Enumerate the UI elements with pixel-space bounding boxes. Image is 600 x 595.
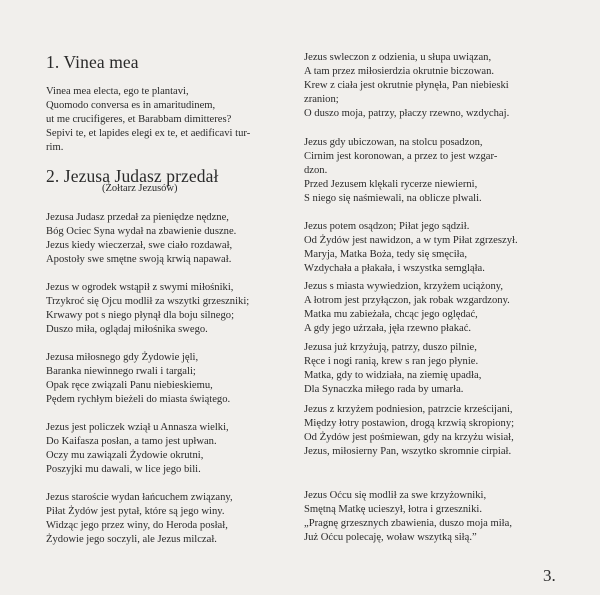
stanza [304,220,518,276]
verse-line: Smętną Matkę ucieszył, łotra i grzeszniki. [304,504,482,515]
verse-line: „Pragnę grzesznych zbawienia, duszo moja miła, [304,518,512,529]
verse-line: Już Oćcu polecaję, woław wszytką siłą.” [304,532,477,543]
verse-line: Jezus Oćcu się modlił za swe krzyżowniki, [304,490,487,501]
verse-line: Jezus staroście wydan łańcuchem związany, [46,492,233,503]
verse-line: Cirnim jest koronowan, a przez to jest wzgar- [304,151,498,162]
stanza [304,136,497,206]
verse-line: rim. [46,142,64,153]
section-heading: 2. Jezusa Judasz przedał [46,166,219,186]
verse-line: Matka mu zabieżała, chcąc jego oględać, [304,309,478,320]
verse-line: Jezus z krzyżem podniesion, patrzcie krześcijani, [304,404,513,415]
verse-line: A gdy jego uźrzała, jęła rzewno płakać. [304,323,472,334]
stanza [46,491,233,547]
stanza [46,85,250,155]
verse-line: Duszo miła, oglądaj miłośnika swego. [46,324,208,335]
stanza [304,280,510,336]
verse-line: Jezus swleczon z odzienia, u słupa uwiązan, [304,52,492,63]
stanza [46,421,229,477]
section-heading: 1. Vinea mea [46,52,139,72]
verse-line: Jezus jest policzek wziął u Annasza wielki, [46,422,229,433]
section-subtitle: (Żołtarz Jezusów) [102,183,178,194]
verse-line: Baranka niewinnego rwali i targali; [46,366,196,377]
verse-line: Jezus kiedy wieczerzał, swe ciało rozdawał, [46,240,233,251]
verse-line: Trzykroć się Ojcu modlił za wszytki grzeszniki; [46,296,250,307]
verse-line: S niego się naśmiewali, na oblicze plwali. [304,193,482,204]
verse-line: Jezus gdy ubiczowan, na stolcu posadzon, [304,137,483,148]
verse-line: Ręce i nogi ranią, krew s ran jego płynie. [304,356,479,367]
verse-line: Jezus, miłosierny Pan, wszytko skromnie cirpiał. [304,446,512,457]
verse-line: Jezus s miasta wywiedzion, krzyżem uciążony, [304,281,504,292]
verse-line: Od Żydów jest pośmiewan, gdy na krzyżu wisiał, [304,432,514,443]
verse-line: Quomodo conversa es in amaritudinem, [46,100,216,111]
verse-line: ut me crucifigeres, et Barabbam dimitteres? [46,114,232,125]
stanza [304,341,481,397]
verse-line: Między łotry postawion, drogą krzwią skropiony; [304,418,515,429]
verse-line: Opak ręce związali Panu niebieskiemu, [46,380,213,391]
verse-line: Oczy mu zawiązali Żydowie okrutni, [46,450,204,461]
verse-line: A tam przez miłosierdzia okrutnie biczowan. [304,66,495,77]
verse-line: dzon. [304,165,328,176]
verse-line: Piłat Żydów jest pytał, które są jego winy. [46,506,225,517]
verse-line: Dla Synaczka miłego rada by umarła. [304,384,464,395]
stanza [304,403,514,459]
verse-line: zranion; [304,94,339,105]
verse-line: Krew z ciała jest okrutnie płynęła, Pan niebieski [304,80,509,91]
verse-line: Apostoły swe smętne swoją krwią napawał. [46,254,232,265]
verse-line: A łotrom jest przyłączon, jak robak wzgardzony. [304,295,510,306]
page-number: 3. [543,566,556,585]
verse-line: Poszyjki mu dawali, w lice jego bili. [46,464,201,475]
verse-line: Bóg Ociec Syna wydał na zbawienie duszne. [46,226,237,237]
verse-line: Jezusa już krzyżują, patrzy, duszo pilnie, [304,342,477,353]
verse-line: Wzdychała a płakała, i wszystka semgląła. [304,263,485,274]
verse-line: Jezusa miłosnego gdy Żydowie jęli, [46,352,199,363]
verse-line: Jezusa Judasz przedał za pieniędze nędzne, [46,212,229,223]
verse-line: Od Żydów jest nawidzon, a w tym Piłat zgrzeszył. [304,235,518,246]
verse-line: Matka, gdy to widziała, na ziemię upadła, [304,370,482,381]
verse-line: Jezus w ogrodek wstąpił z swymi miłośniki, [46,282,234,293]
verse-line: O duszo moja, patrzy, płaczy rzewno, wzdychaj. [304,108,510,119]
verse-line: Widząc jego przez winy, do Heroda posłał, [46,520,228,531]
verse-line: Jezus potem osądzon; Piłat jego sądził. [304,221,470,232]
verse-line: Vinea mea electa, ego te plantavi, [46,86,189,97]
verse-line: Maryja, Matka Boża, tedy się smęciła, [304,249,467,260]
stanza [304,51,509,121]
stanza [304,489,512,545]
stanza [46,211,236,267]
verse-line: Do Kaifasza posłan, a tamo jest upłwan. [46,436,217,447]
verse-line: Krwawy pot s niego płynął dla boju silnego; [46,310,235,321]
verse-line: Sepivi te, et lapides elegi ex te, et aedificavi tur- [46,128,251,139]
verse-line: Pędem rychłym bieżeli do miasta świątego. [46,394,231,405]
stanza [46,281,249,337]
verse-line: Przed Jezusem klękali rycerze niewierni, [304,179,478,190]
verse-line: Żydowie jego soczyli, ale Jezus milczał. [46,534,217,545]
stanza [46,351,230,407]
